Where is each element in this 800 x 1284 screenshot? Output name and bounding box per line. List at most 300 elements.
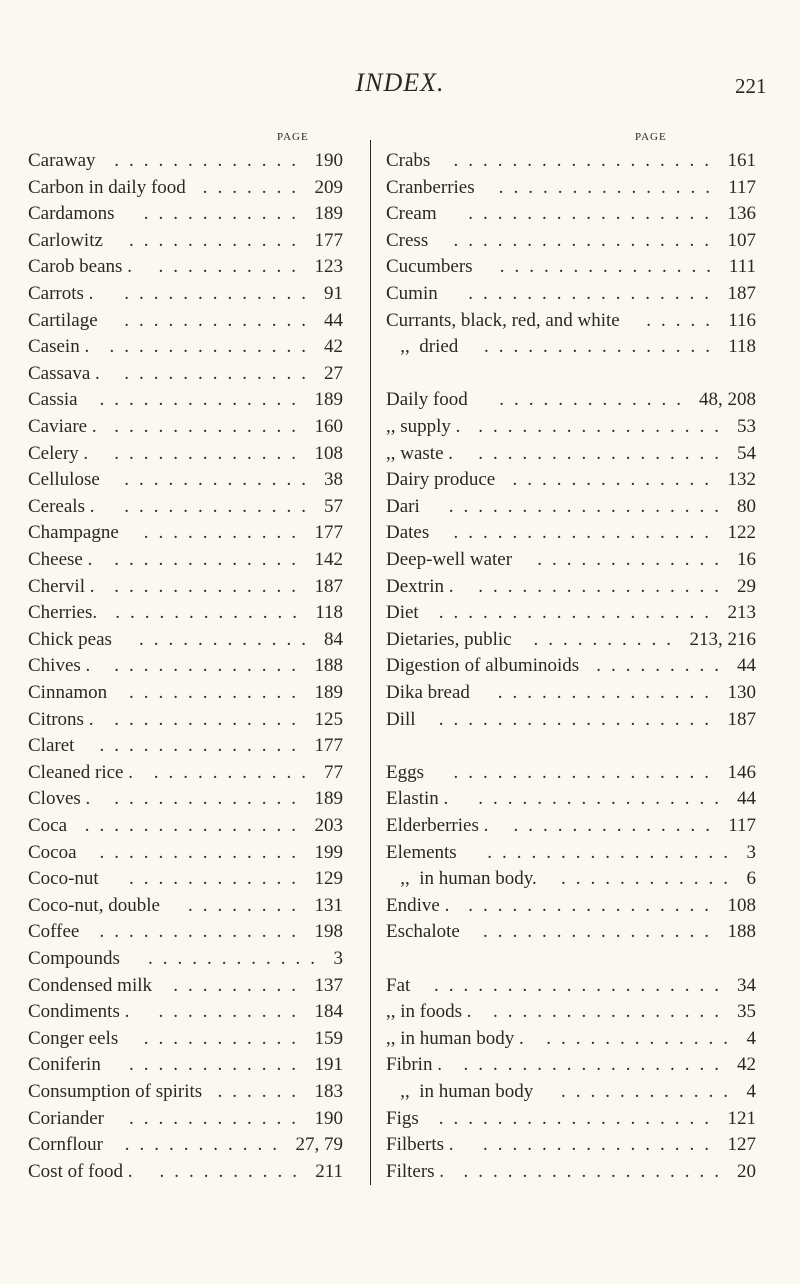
entry-page: 38 [324,469,343,491]
leader-dots: ............ [139,628,316,650]
entry-term: Citrons . [28,708,94,730]
entry-term: ,, waste . [386,442,454,464]
leader-dots: ............ [129,868,306,890]
index-entry [386,921,756,951]
leader-dots: ................... [438,708,719,730]
index-entry [386,203,756,233]
leader-dots: .......... [158,256,306,278]
entry-term: Crabs [386,150,431,171]
leader-dots: ......... [596,655,729,677]
entry-term: Cumin [386,283,438,304]
entry-page: 160 [314,416,343,437]
leader-dots: ..... [646,309,720,331]
entry-term: ,, in foods . [386,1001,472,1023]
entry-term: Compounds [28,948,120,969]
index-entry [28,1054,343,1084]
index-entry [28,230,343,260]
entry-term: Coniferin [28,1054,101,1076]
entry-page: 111 [728,256,756,278]
index-entry [28,416,343,446]
entry-page: 161 [727,150,756,171]
entry-page: 137 [314,974,343,996]
index-entry [386,496,756,526]
index-entry [28,363,343,393]
leader-dots: ............ [129,229,306,251]
leader-dots: ............. [114,708,306,730]
index-entry [386,948,756,978]
entry-page: 108 [314,442,343,464]
entry-term: Cassia [28,389,78,411]
leader-dots: ............... [84,815,306,836]
index-entry [28,975,343,1005]
index-entry [386,230,756,260]
index-entry [386,735,756,765]
leader-dots: ........... [124,1134,287,1156]
entry-page: 34 [737,974,756,996]
entry-page: 127 [727,1134,756,1156]
entry-page: 125 [314,708,343,730]
leader-dots: .................. [453,150,719,171]
entry-term: Conger eels [28,1027,119,1049]
entry-page: 187 [314,575,343,597]
entry-term: Cinnamon [28,682,108,703]
leader-dots: ............. [114,150,306,171]
index-entry [28,655,343,685]
entry-page: 3 [333,948,343,969]
entry-page: 84 [324,628,343,650]
index-entry [386,283,756,313]
leader-dots: ................. [478,416,729,437]
entry-page: 213 [727,602,756,624]
entry-page: 211 [315,1160,343,1182]
index-entry [28,283,343,313]
entry-page: 203 [314,815,343,836]
entry-page: 142 [314,549,343,570]
entry-term: Dika bread [386,682,470,703]
entry-term: Coca [28,815,68,836]
entry-term: Caviare . [28,416,97,437]
index-entry [386,1028,756,1058]
entry-term: ,, in human body . [386,1027,524,1049]
entry-term: Carlowitz [28,229,103,251]
index-entry [28,1108,343,1138]
index-entry [386,868,756,898]
entry-term: Coffee [28,921,80,943]
entry-page: 80 [737,495,756,517]
leader-dots: ............. [124,362,316,384]
entry-page: 184 [314,1001,343,1023]
entry-term: Condiments . [28,1001,130,1023]
index-entry [28,469,343,499]
entry-page: 35 [737,1001,756,1023]
leader-dots: .................. [453,229,719,251]
entry-term: Dates [386,522,430,544]
left-page-heading: PAGE [277,131,309,143]
entry-page: 130 [727,682,756,703]
leader-dots: ............ [561,868,738,890]
entry-page: 189 [314,203,343,225]
entry-term: Celery . [28,442,89,464]
leader-dots: ............. [124,309,316,331]
entry-page: 4 [746,1081,756,1102]
leader-dots: ............. [114,416,306,437]
leader-dots: ................... [438,602,719,624]
entry-term: ,, in human body [386,1081,534,1102]
leader-dots: ................. [478,442,729,464]
leader-dots: ................ [484,336,720,358]
index-entry [28,895,343,925]
leader-dots: ................... [438,1107,719,1129]
index-entry [386,177,756,207]
leader-dots: ................. [487,841,738,863]
leader-dots: ............ [129,1107,306,1129]
entry-page: 132 [727,469,756,491]
entry-term: Cost of food . [28,1160,133,1182]
entry-page: 188 [727,921,756,943]
leader-dots: ............. [124,469,316,491]
entry-term: Filberts . [386,1134,454,1156]
entry-page: 44 [324,309,343,331]
leader-dots: ............. [124,495,316,517]
index-entry [28,709,343,739]
right-page-heading: PAGE [635,131,667,143]
index-entry [386,1054,756,1084]
entry-term: Elderberries . [386,815,489,836]
entry-page: 29 [737,575,756,597]
entry-term: Coco-nut [28,868,99,890]
entry-page: 187 [727,283,756,304]
index-entry [28,842,343,872]
entry-page: 77 [324,761,343,783]
index-entry [386,576,756,606]
leader-dots: ............. [499,389,691,411]
entry-page: 107 [727,229,756,251]
entry-term: Chervil . [28,575,95,597]
entry-page: 189 [314,389,343,411]
entry-term: Figs [386,1107,419,1129]
entry-term: Dari [386,495,420,517]
entry-term: Cocoa [28,841,77,863]
leader-dots: ............. [124,283,316,304]
index-entry [28,815,343,845]
index-entry [386,815,756,845]
entry-page: 42 [737,1054,756,1076]
leader-dots: .............. [99,735,306,757]
entry-term: Cornflour [28,1134,103,1156]
entry-term: Consumption of spirits [28,1081,203,1102]
leader-dots: ................. [478,788,729,810]
entry-term: Carbon in daily food [28,176,186,198]
entry-page: 188 [314,655,343,677]
index-entry [386,602,756,632]
leader-dots: .......... [533,628,681,650]
entry-term: ,, supply . [386,416,461,437]
entry-term: Dextrin . [386,575,454,597]
entry-term: Daily food [386,389,468,411]
leader-dots: ............... [499,256,721,278]
leader-dots: ............ [129,1054,306,1076]
index-entry [386,416,756,446]
entry-term: Endive . [386,894,450,916]
entry-term: Elastin . [386,788,449,810]
leader-dots: ...... [217,1081,306,1102]
entry-term: Dairy produce [386,469,496,491]
entry-page: 117 [728,176,756,198]
entry-page: 44 [737,788,756,810]
leader-dots: .......... [158,1001,306,1023]
index-entry [28,948,343,978]
entry-term: Filters . [386,1160,445,1182]
entry-page: 189 [314,682,343,703]
index-entry [28,389,343,419]
index-entry [386,310,756,340]
entry-term: Elements [386,841,457,863]
entry-term: Eschalote [386,921,460,943]
index-entry [28,203,343,233]
leader-dots: .............. [513,815,720,836]
index-entry [386,150,756,180]
entry-page: 27 [324,362,343,384]
entry-page: 20 [737,1160,756,1182]
index-entry [28,868,343,898]
entry-page: 177 [314,735,343,757]
entry-page: 129 [314,868,343,890]
leader-dots: .............. [99,841,306,863]
leader-dots: .............. [99,921,306,943]
index-entry [386,256,756,286]
entry-page: 209 [314,176,343,198]
leader-dots: ............. [114,549,306,570]
entry-page: 177 [314,229,343,251]
entry-page: 108 [727,894,756,916]
entry-page: 190 [314,150,343,171]
index-entry [28,496,343,526]
leader-dots: ................. [468,894,719,916]
entry-term: Deep-well water [386,549,513,570]
leader-dots: .......... [159,1160,307,1182]
index-entry [28,549,343,579]
entry-page: 54 [737,442,756,464]
entry-page: 177 [314,522,343,544]
page-number: 221 [735,74,767,98]
index-entry [28,177,343,207]
entry-term: ,, dried [386,336,459,358]
index-entry [28,1028,343,1058]
entry-page: 131 [314,894,343,916]
index-entry [386,709,756,739]
leader-dots: .............. [512,469,719,491]
entry-term: Condensed milk [28,974,153,996]
leader-dots: .............. [109,336,316,358]
entry-page: 3 [746,841,756,863]
index-entry [386,842,756,872]
entry-page: 189 [314,788,343,810]
leader-dots: ................. [468,283,719,304]
entry-term: Cheese . [28,549,93,570]
entry-term: Fibrin . [386,1054,442,1076]
entry-page: 57 [324,495,343,517]
entry-page: 121 [727,1107,756,1129]
index-entry [386,1081,756,1111]
entry-term: Cleaned rice . [28,761,133,783]
index-entry [386,1001,756,1031]
entry-term: Casein . [28,336,90,358]
index-entry [28,336,343,366]
index-entry [386,1108,756,1138]
leader-dots: ................ [483,1134,719,1156]
entry-term: Coco-nut, double [28,894,160,916]
index-entry [28,735,343,765]
index-entry [28,629,343,659]
index-entry [28,522,343,552]
entry-page: 42 [324,336,343,358]
entry-page: 118 [315,602,343,624]
index-entry [28,921,343,951]
entry-term: Cream [386,203,437,225]
leader-dots: .................. [453,761,719,783]
entry-page: 16 [737,549,756,570]
leader-dots: .................. [453,522,719,544]
leader-dots: ......... [173,974,306,996]
entry-term: Carob beans . [28,256,132,278]
leader-dots: ................ [483,921,719,943]
entry-term: ,, in human body. [386,868,537,890]
index-entry [386,762,756,792]
index-entry [386,629,756,659]
leader-dots: ........... [143,203,306,225]
entry-term: Champagne [28,522,119,544]
index-entry [28,1134,343,1164]
entry-term: Dill [386,708,416,730]
entry-page: 213, 216 [689,628,756,650]
leader-dots: ............. [537,549,729,570]
index-entry [386,788,756,818]
entry-page: 183 [314,1081,343,1102]
entry-term: Chick peas [28,628,112,650]
entry-term: Coriander [28,1107,104,1129]
entry-term: Cereals . [28,495,95,517]
index-entry [386,549,756,579]
leader-dots: .................. [463,1160,729,1182]
entry-term: Cloves . [28,788,91,810]
index-entry [386,443,756,473]
leader-dots: ........... [153,761,316,783]
index-entry [386,655,756,685]
entry-page: 146 [727,761,756,783]
index-entry [28,443,343,473]
index-entry [386,895,756,925]
entry-page: 44 [737,655,756,677]
leader-dots: ............ [561,1081,738,1102]
leader-dots: ............. [114,442,306,464]
entry-term: Diet [386,602,419,624]
index-entry [28,762,343,792]
leader-dots: ............. [114,788,306,810]
index-entry [28,310,343,340]
leader-dots: .................... [434,974,729,996]
index-entry [386,1134,756,1164]
leader-dots: ................. [478,575,729,597]
index-entry [386,336,756,366]
leader-dots: ........... [143,522,306,544]
index-entry [386,363,756,393]
entry-page: 53 [737,416,756,437]
index-entry [28,1001,343,1031]
entry-term: Digestion of albuminoids [386,655,580,677]
entry-page: 6 [746,868,756,890]
page-title: INDEX. [355,68,445,97]
leader-dots: ................. [468,203,719,225]
entry-page: 136 [727,203,756,225]
entry-term: Eggs [386,761,424,783]
entry-page: 122 [727,522,756,544]
index-entry [386,469,756,499]
entry-page: 123 [314,256,343,278]
entry-page: 159 [314,1027,343,1049]
leader-dots: ............. [114,575,306,597]
entry-page: 190 [314,1107,343,1129]
entry-term: Fat [386,974,411,996]
index-entry [386,1161,756,1191]
leader-dots: ............... [498,176,720,198]
entry-page: 198 [314,921,343,943]
column-divider [370,140,371,1185]
entry-page: 117 [728,815,756,836]
leader-dots: ............ [129,682,306,703]
entry-page: 91 [324,283,343,304]
index-entry [28,788,343,818]
leader-dots: ................... [448,495,729,517]
index-entry [28,1161,343,1191]
entry-term: Cucumbers [386,256,473,278]
leader-dots: ....... [202,176,306,198]
entry-page: 116 [728,309,756,331]
leader-dots: ............. [114,655,306,677]
index-entry [386,682,756,712]
leader-dots: ............... [497,682,719,703]
entry-term: Cartilage [28,309,98,331]
leader-dots: .................. [463,1054,729,1076]
entry-page: 199 [314,841,343,863]
index-entry [28,602,343,632]
entry-page: 191 [314,1054,343,1076]
index-entry [386,522,756,552]
entry-term: Cellulose [28,469,100,491]
entry-page: 118 [728,336,756,358]
entry-page: 48, 208 [699,389,756,411]
index-entry [28,256,343,286]
leader-dots: ........ [188,894,306,916]
entry-term: Caraway [28,150,96,171]
entry-term: Cardamons [28,203,115,225]
entry-term: Cassava . [28,362,100,384]
entry-term: Currants, black, red, and white [386,309,620,331]
index-entry [28,1081,343,1111]
entry-term: Dietaries, public [386,628,512,650]
entry-term: Carrots . [28,283,94,304]
index-entry [386,975,756,1005]
leader-dots: ................ [493,1001,729,1023]
index-entry [28,150,343,180]
entry-page: 4 [746,1027,756,1049]
index-entry [28,576,343,606]
index-entry [28,682,343,712]
entry-term: Cherries. [28,602,98,624]
entry-term: Cress [386,229,429,251]
leader-dots: ............. [115,602,307,624]
leader-dots: ............ [148,948,325,969]
entry-term: Chives . [28,655,91,677]
